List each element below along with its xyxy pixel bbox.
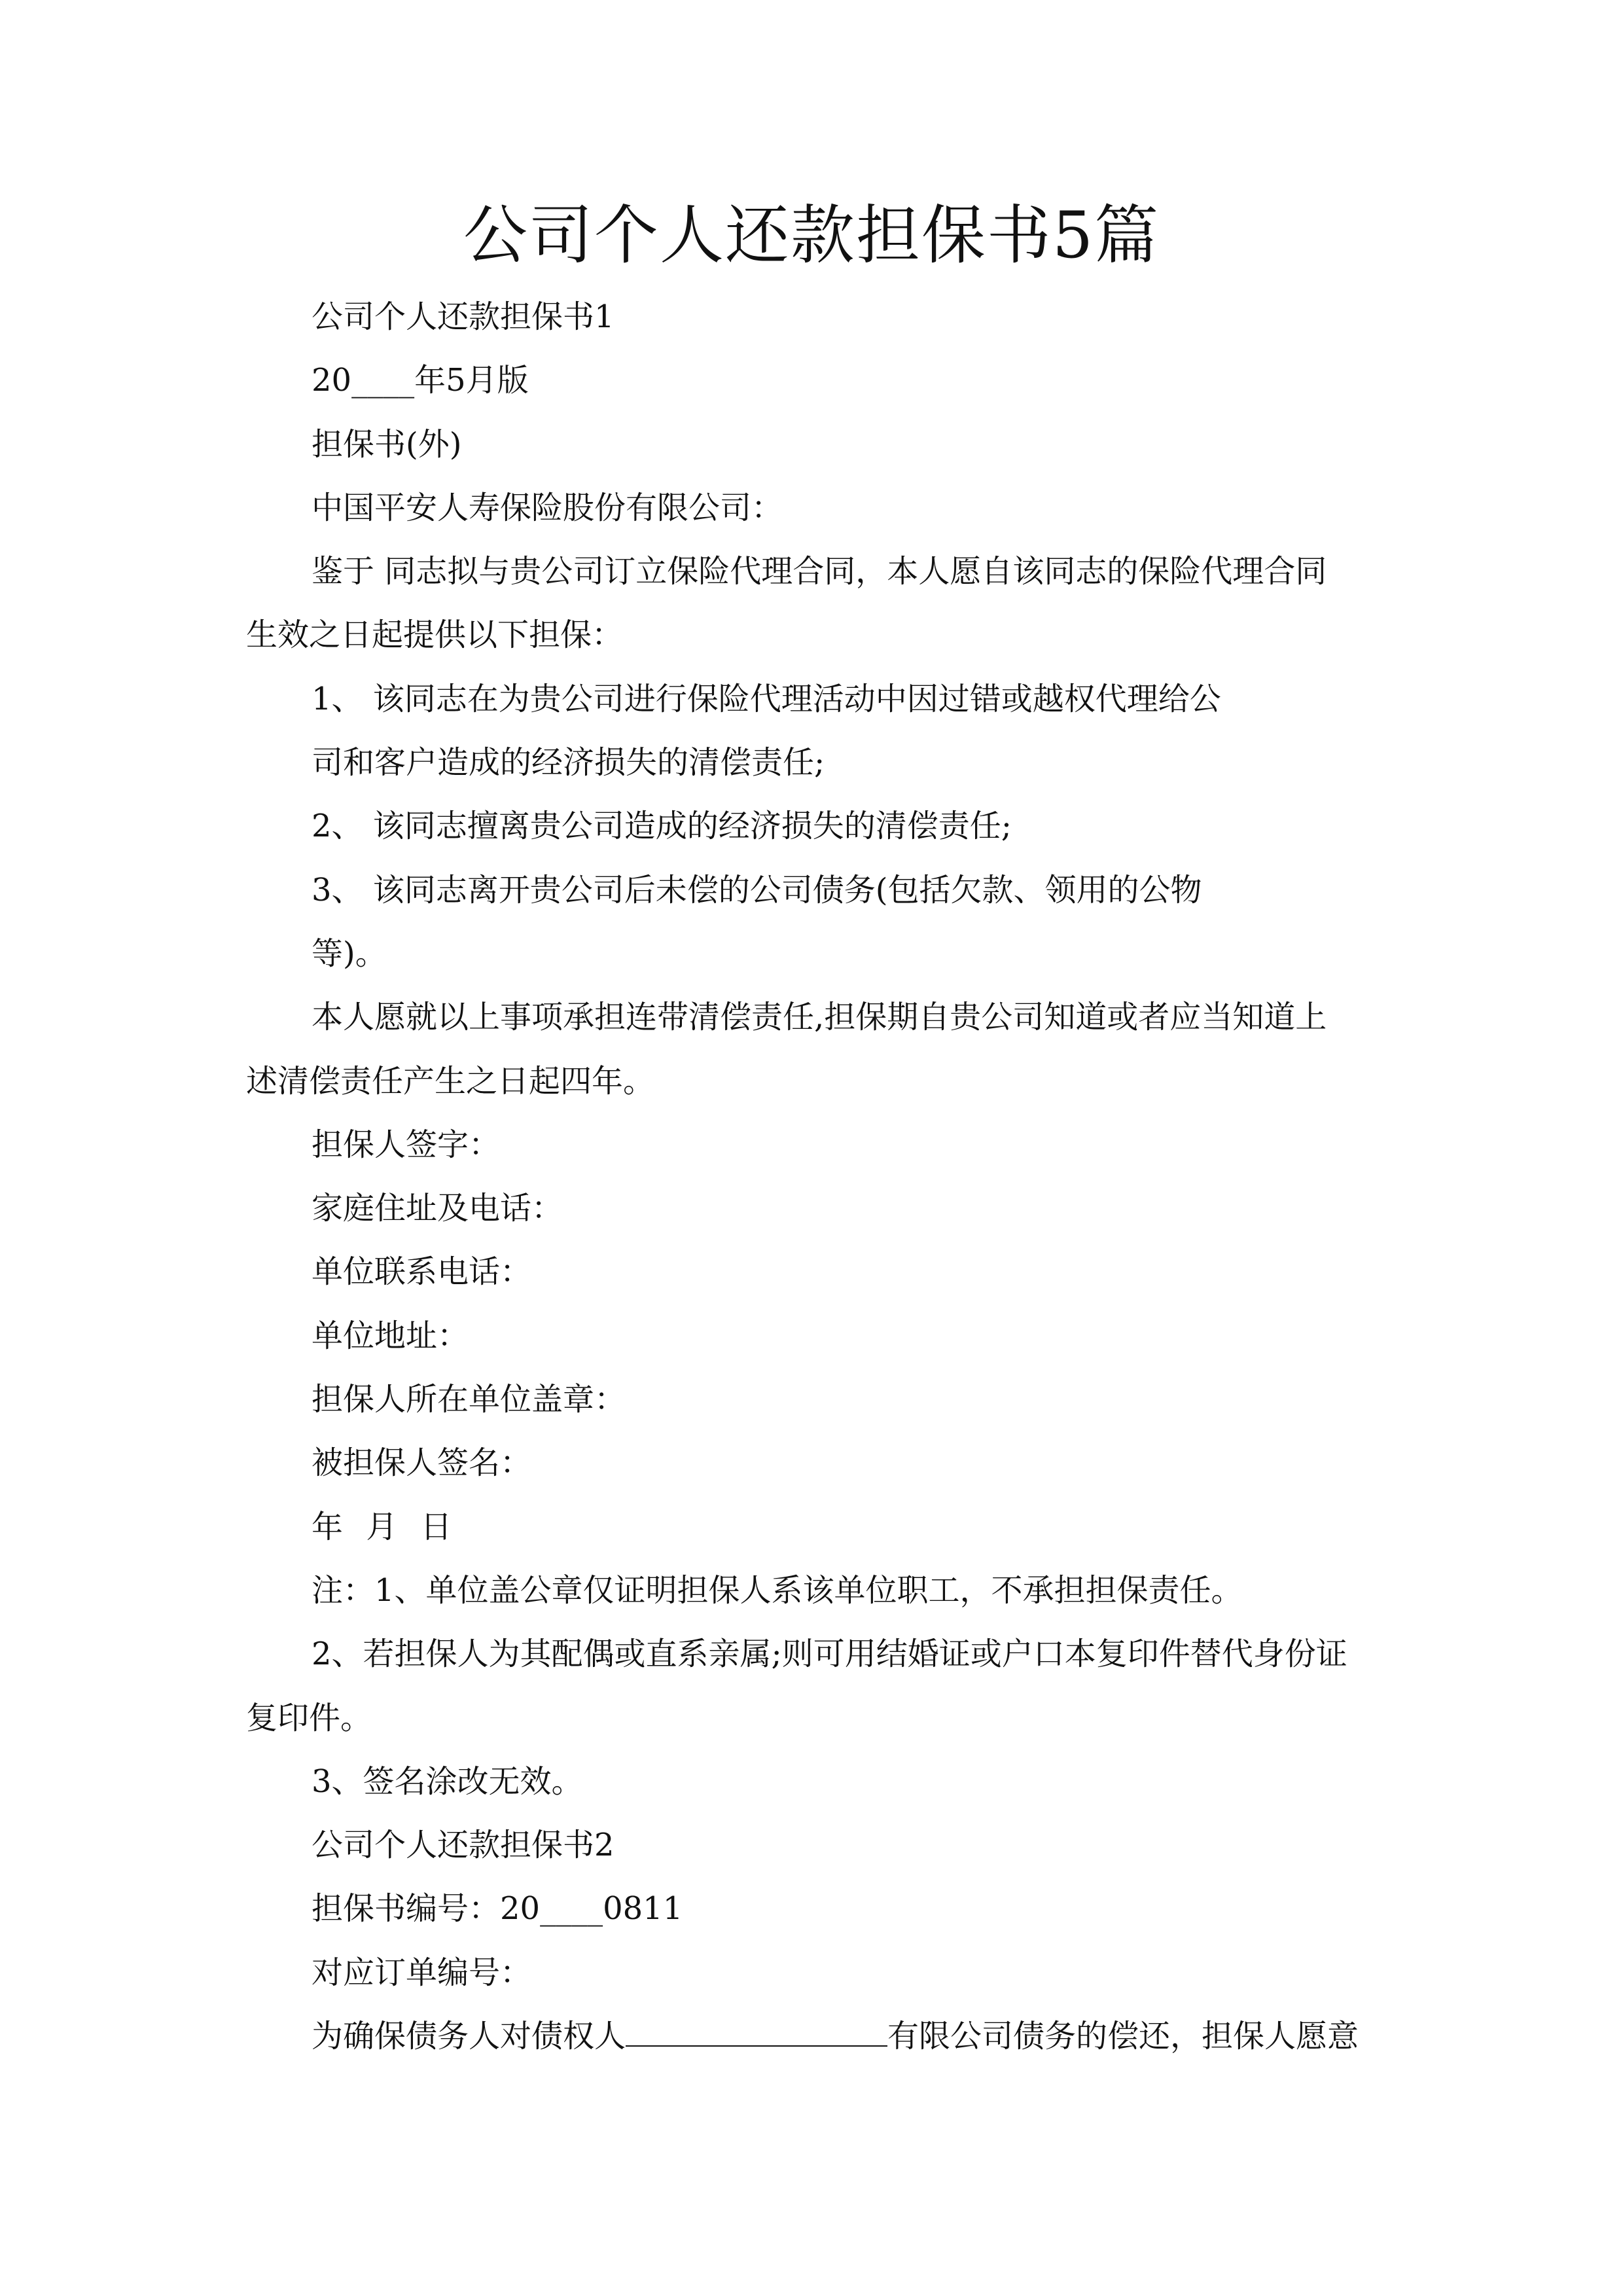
document-body xyxy=(246,285,1378,2068)
paragraph-line: 生效之日起提供以下担保： xyxy=(246,617,624,654)
addressee: 中国平安人寿保险股份有限公司： xyxy=(312,489,783,526)
order-number: 对应订单编号： xyxy=(312,1954,532,1991)
guarantee-number: 担保书编号：20____0811 xyxy=(312,1890,683,1928)
paragraph-line: 鉴于 同志拟与贵公司订立保险代理合同，本人愿自该同志的保险代理合同 xyxy=(312,553,1327,590)
note-line: 2、若担保人为其配偶或直系亲属;则可用结婚证或户口本复印件替代身份证 xyxy=(312,1636,1347,1673)
paragraph-line: 本人愿就以上事项承担连带清偿责任,担保期自贵公司知道或者应当知道上 xyxy=(312,999,1327,1036)
section-heading: 公司个人还款担保书2 xyxy=(312,1827,615,1864)
list-item-cont: 等)。 xyxy=(312,935,387,972)
document-title: 公司个人还款担保书5篇 xyxy=(463,198,1160,273)
creditor-blank xyxy=(626,2022,887,2047)
form-field-label: 单位地址： xyxy=(312,1317,469,1354)
form-field-label: 被担保人签名： xyxy=(312,1444,532,1482)
date-line: 年 月 日 xyxy=(312,1508,452,1545)
section-heading: 公司个人还款担保书1 xyxy=(312,298,615,335)
paragraph-line xyxy=(246,2005,1378,2068)
list-item: 2、 该同志擅离贵公司造成的经济损失的清偿责任; xyxy=(312,808,1012,845)
list-item: 1、 该同志在为贵公司进行保险代理活动中因过错或越权代理给公 xyxy=(312,680,1221,717)
list-item-cont: 司和客户造成的经济损失的清偿责任; xyxy=(312,744,825,781)
subheading: 担保书(外) xyxy=(312,425,462,463)
paragraph-text: 为确保债务人对债权人 xyxy=(312,2018,626,2055)
version-line: 20____年5月版 xyxy=(312,362,529,399)
form-field-label: 担保人所在单位盖章： xyxy=(312,1381,626,1418)
form-field-label: 家庭住址及电话： xyxy=(312,1190,563,1227)
paragraph-text: 有限公司债务的偿还，担保人愿意 xyxy=(887,2018,1359,2055)
paragraph-line: 述清偿责任产生之日起四年。 xyxy=(246,1062,655,1100)
note-line: 3、签名涂改无效。 xyxy=(312,1763,583,1800)
form-field-label: 担保人签字： xyxy=(312,1126,501,1163)
note-line: 复印件。 xyxy=(246,1699,372,1736)
list-item: 3、 该同志离开贵公司后未偿的公司债务(包括欠款、领用的公物 xyxy=(312,871,1202,908)
form-field-label: 单位联系电话： xyxy=(312,1253,532,1291)
note-line: 注：1、单位盖公章仅证明担保人系该单位职工，不承担担保责任。 xyxy=(312,1571,1243,1609)
